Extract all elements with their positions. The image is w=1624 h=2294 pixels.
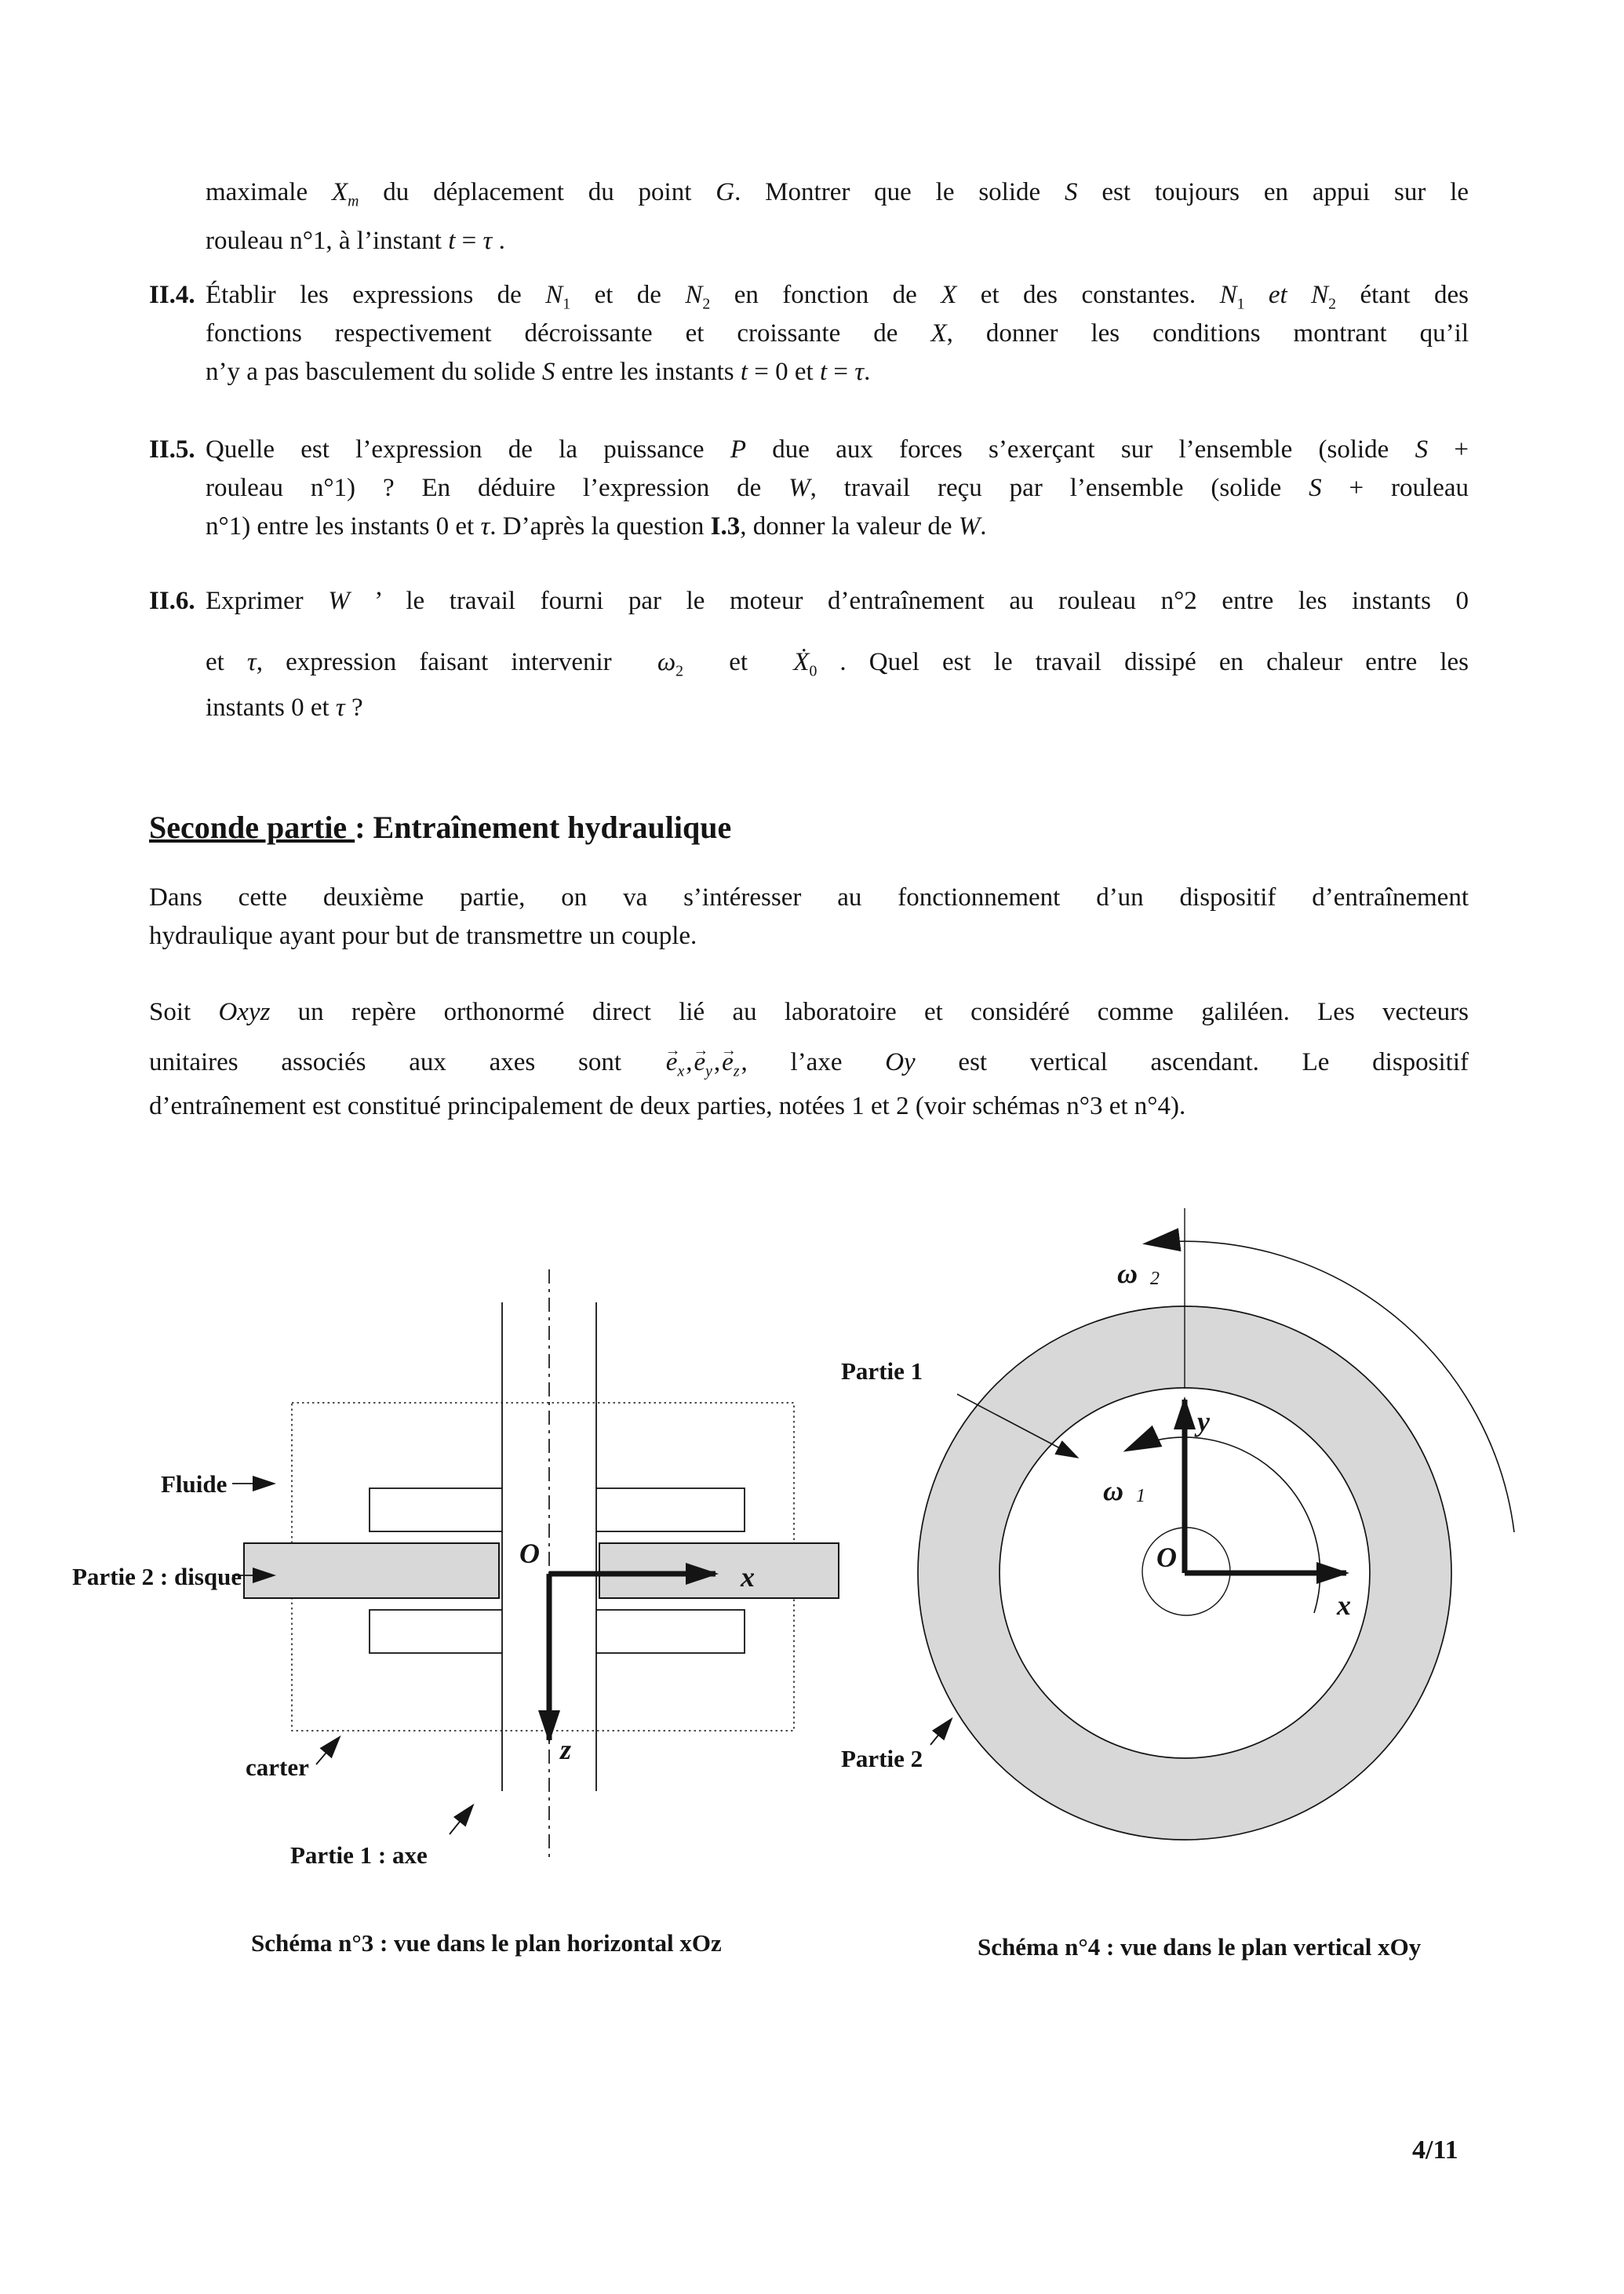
text-line: Exprimer W ’ le travail fourni par le moteur d’entraînement au rouleau n°2 entre les instants 0: [206, 587, 1469, 615]
text-line: d’entraînement est constitué principalement de deux parties, notées 1 et 2 (voir schémas n°3 et n°4).: [149, 1092, 1186, 1120]
disque-right: [599, 1543, 839, 1598]
x-axis-label: x: [741, 1561, 755, 1593]
text-line: fonctions respectivement décroissante et croissante de X, donner les conditions montrant qu’il: [206, 319, 1469, 348]
text-line: Établir les expressions de $N_1$ et de $N_2$ en fonction de X et des constantes. $N_1$ et $N_2$ étant des: [206, 281, 1469, 313]
carter-arrow: [316, 1738, 339, 1764]
question-intro: [149, 168, 1469, 265]
partie2-arrow: [930, 1720, 951, 1745]
page-number: 4/11: [1412, 2136, 1458, 2165]
omega1-subscript: 1: [1136, 1486, 1145, 1506]
partie1-axe-label: Partie 1 : axe: [290, 1841, 428, 1869]
text-line: maximale $X_m$ du déplacement du point G. Montrer que le solide S est toujours en appui sur le: [206, 178, 1469, 210]
question-II6-label: II.6.: [149, 587, 195, 615]
text-line: Quelle est l’expression de la puissance P due aux forces s’exerçant sur l’ensemble (solide S +: [206, 435, 1469, 464]
carter-label: carter: [246, 1753, 309, 1781]
section-paragraph-1: [149, 879, 1469, 956]
section-paragraph-2: [149, 993, 1469, 1166]
question-II4: [149, 276, 1469, 391]
question-II5-lines: [206, 431, 1469, 546]
y-axis-label: y: [1197, 1406, 1210, 1437]
omega1-symbol: ω: [1103, 1475, 1124, 1506]
text-line: hydraulique ayant pour but de transmettre un couple.: [149, 922, 697, 950]
schema3-caption: Schéma n°3 : vue dans le plan horizontal xOz: [251, 1929, 722, 1957]
diagrams-canvas: [0, 1200, 1624, 1977]
text-line: Soit Oxyz un repère orthonormé direct lié au laboratoire et considéré comme galiléen. Les vecteurs: [149, 998, 1469, 1026]
origin-label: O: [519, 1538, 540, 1569]
origin-label: O: [1156, 1542, 1177, 1573]
omega2-subscript: 2: [1150, 1269, 1160, 1289]
text-line: n°1) entre les instants 0 et τ. D’après la question I.3, donner la valeur de W.: [206, 512, 987, 541]
partie1-axe-arrow: [450, 1806, 472, 1834]
question-II5: [149, 431, 1469, 546]
partie2-label: Partie 2: [841, 1745, 923, 1772]
text-line: unitaires associés aux axes sont → $e_x,\to e_y,\to e_z$, l’axe Oy est vertical ascendant. Le dispositif: [149, 1043, 1469, 1082]
text-line: et τ, expression faisant intervenir $\omega_2$ et Ẋ$_0$ . Quel est le travail dissipé en chaleur entre les: [206, 648, 1469, 680]
question-II4-lines: [206, 276, 1469, 391]
omega2-symbol: ω: [1117, 1258, 1138, 1289]
text-line: rouleau n°1) ? En déduire l’expression de W, travail reçu par l’ensemble (solide S + rouleau: [206, 474, 1469, 502]
text-line: rouleau n°1, à l’instant t = τ .: [206, 227, 505, 255]
z-axis-label: z: [560, 1734, 572, 1765]
partie1-label: Partie 1: [841, 1357, 923, 1385]
schema3-section-view: [72, 1269, 839, 1957]
schema4-caption: Schéma n°4 : vue dans le plan vertical xOy: [978, 1933, 1422, 1961]
question-II4-label: II.4.: [149, 281, 195, 309]
text-line: instants 0 et τ ?: [206, 694, 363, 722]
text-line: Dans cette deuxième partie, on va s’intéresser au fonctionnement d’un dispositif d’entraînement: [149, 883, 1469, 912]
schema4-front-view: [841, 1208, 1514, 1961]
question-intro-lines: [206, 168, 1469, 265]
text-line: n’y a pas basculement du solide S entre les instants t = 0 et t = τ.: [206, 358, 871, 386]
fluide-label: Fluide: [161, 1470, 228, 1498]
x-axis-label: x: [1337, 1589, 1351, 1621]
question-II5-label: II.5.: [149, 435, 195, 464]
partie2-disque-label: Partie 2 : disque: [72, 1563, 242, 1590]
disque-left: [244, 1543, 499, 1598]
section-heading: Seconde partie : Entraînement hydraulique: [149, 810, 732, 845]
